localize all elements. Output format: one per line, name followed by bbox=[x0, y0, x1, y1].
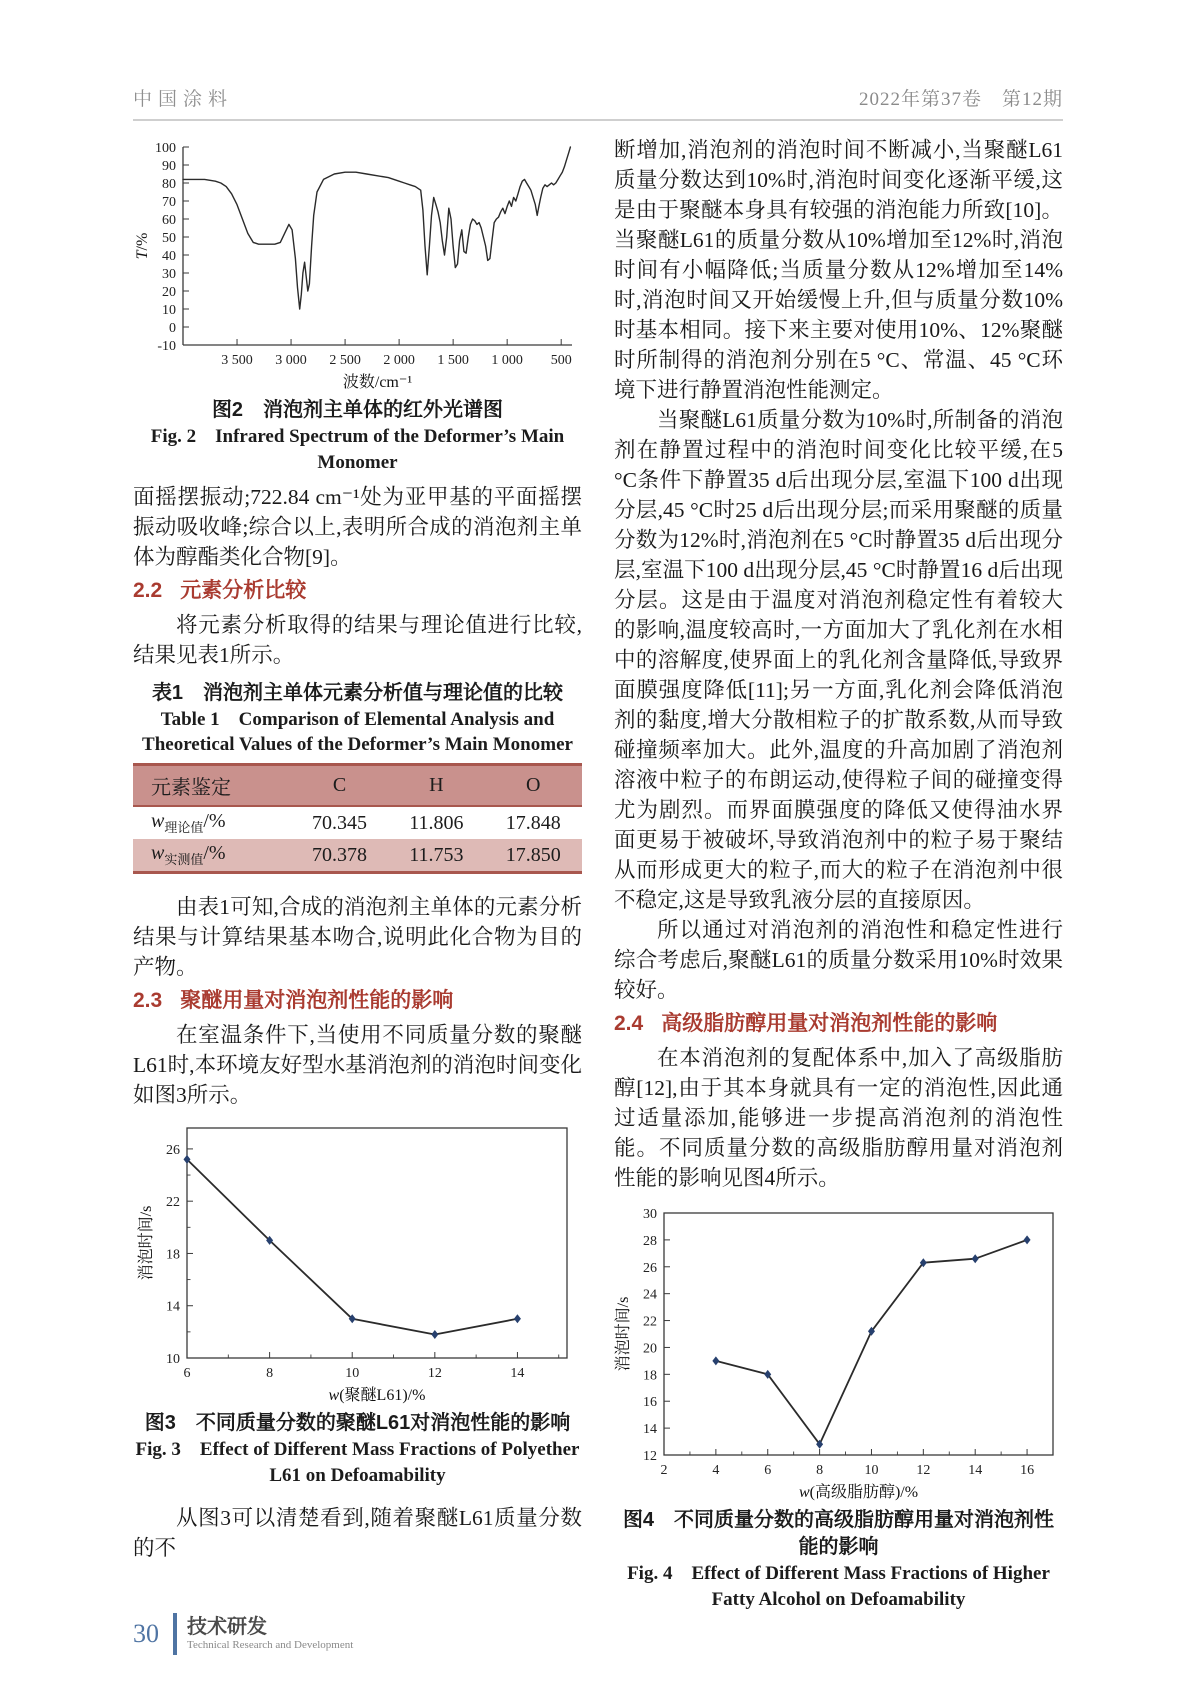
section-title: 元素分析比较 bbox=[180, 579, 307, 602]
section-title: 聚醚用量对消泡剂性能的影响 bbox=[180, 989, 454, 1012]
fig3-polyether-chart bbox=[137, 1120, 577, 1408]
svg-text:10: 10 bbox=[166, 1352, 180, 1367]
issue-info: 2022年第37卷 第12期 bbox=[858, 89, 1063, 110]
table1-title-en: Table 1 Comparison of Elemental Analysis and Theoretical Values of the Deformer’s Main Monomer bbox=[142, 709, 573, 755]
svg-text:12: 12 bbox=[916, 1463, 931, 1478]
svg-text:60: 60 bbox=[162, 213, 176, 228]
svg-text:22: 22 bbox=[643, 1314, 657, 1330]
cell-value: 17.848 bbox=[505, 811, 561, 834]
svg-text:8: 8 bbox=[816, 1463, 824, 1478]
two-column-body bbox=[133, 135, 1063, 1613]
svg-text:70: 70 bbox=[162, 195, 176, 210]
subscript: 实测值 bbox=[164, 852, 204, 867]
svg-text:24: 24 bbox=[643, 1287, 657, 1303]
svg-text:8: 8 bbox=[266, 1366, 274, 1381]
svg-text:500: 500 bbox=[550, 353, 572, 368]
svg-text:10: 10 bbox=[864, 1463, 879, 1478]
journal-name: 中国涂料 bbox=[133, 89, 234, 110]
svg-text:30: 30 bbox=[162, 267, 176, 282]
svg-text:26: 26 bbox=[643, 1260, 657, 1276]
svg-text:26: 26 bbox=[166, 1142, 180, 1158]
svg-text:消泡时间/s: 消泡时间/s bbox=[138, 1205, 155, 1281]
svg-text:14: 14 bbox=[968, 1463, 983, 1478]
svg-text:20: 20 bbox=[162, 285, 176, 300]
row-label bbox=[133, 806, 291, 839]
svg-text:18: 18 bbox=[166, 1247, 180, 1263]
svg-text:12: 12 bbox=[427, 1366, 442, 1381]
svg-text:波数/cm⁻¹: 波数/cm⁻¹ bbox=[342, 374, 413, 391]
page-number: 30 bbox=[133, 1619, 159, 1648]
cell-value: 70.345 bbox=[311, 811, 367, 834]
svg-text:90: 90 bbox=[162, 159, 176, 174]
paragraph: 面摇摆振动;722.84 cm⁻¹处为亚甲基的平面摇摆振动吸收峰;综合以上,表明所合成的消泡剂主单体为醇酯类化合物[9]。 bbox=[133, 485, 582, 569]
table-row bbox=[133, 839, 582, 873]
svg-text:30: 30 bbox=[643, 1207, 657, 1222]
footer-section-en: Technical Research and Development bbox=[187, 1639, 354, 1651]
column-header: O bbox=[526, 774, 541, 796]
fig3-caption-en: Fig. 3 Effect of Different Mass Fractions of Polyether L61 on Defoamability bbox=[135, 1439, 580, 1486]
svg-text:16: 16 bbox=[643, 1395, 657, 1411]
paragraph: 在本消泡剂的复配体系中,加入了高级脂肪醇[12],由于其本身就具有一定的消泡性,因此通过适量添加,能够进一步提高消泡剂的消泡性能。不同质量分数的高级脂肪醇用量对消泡剂性能的影响见图4所示。 bbox=[614, 1046, 1063, 1190]
svg-text:2 500: 2 500 bbox=[329, 353, 361, 368]
paragraph: 由表1可知,合成的消泡剂主单体的元素分析结果与计算结果基本吻合,说明此化合物为目的产物。 bbox=[133, 895, 582, 979]
svg-text:w(高级脂肪醇)/%: w(高级脂肪醇)/% bbox=[798, 1484, 919, 1501]
svg-text:16: 16 bbox=[1020, 1463, 1035, 1478]
svg-text:14: 14 bbox=[510, 1366, 525, 1381]
section-heading-2-4 bbox=[614, 1007, 1063, 1041]
section-number: 2.3 bbox=[133, 989, 163, 1012]
svg-text:1 500: 1 500 bbox=[437, 353, 469, 368]
svg-text:50: 50 bbox=[162, 231, 176, 246]
svg-text:20: 20 bbox=[643, 1341, 657, 1357]
svg-text:14: 14 bbox=[643, 1422, 657, 1438]
svg-text:3 000: 3 000 bbox=[275, 353, 307, 368]
svg-text:6: 6 bbox=[183, 1366, 191, 1381]
svg-text:-10: -10 bbox=[157, 339, 176, 354]
paragraph: 在室温条件下,当使用不同质量分数的聚醚L61时,本环境友好型水基消泡剂的消泡时间变化如图3所示。 bbox=[133, 1023, 582, 1107]
svg-text:6: 6 bbox=[764, 1463, 772, 1478]
unit: /% bbox=[203, 842, 226, 864]
svg-text:80: 80 bbox=[162, 177, 176, 192]
svg-text:10: 10 bbox=[345, 1366, 360, 1381]
cell-value: 11.753 bbox=[409, 843, 464, 866]
svg-text:4: 4 bbox=[712, 1463, 720, 1478]
fig4-caption-en: Fig. 4 Effect of Different Mass Fractions of Higher Fatty Alcohol on Defoamability bbox=[627, 1563, 1050, 1610]
svg-text:22: 22 bbox=[166, 1195, 180, 1211]
svg-text:1 000: 1 000 bbox=[491, 353, 523, 368]
svg-text:0: 0 bbox=[169, 321, 176, 336]
svg-text:40: 40 bbox=[162, 249, 176, 264]
cell-value: 17.850 bbox=[505, 843, 561, 866]
footer-divider-bar bbox=[173, 1613, 177, 1655]
symbol-w: w bbox=[151, 842, 165, 864]
paragraph: 所以通过对消泡剂的消泡性和稳定性进行综合考虑后,聚醚L61的质量分数采用10%时效果较好。 bbox=[614, 918, 1063, 1002]
svg-text:3 500: 3 500 bbox=[221, 353, 253, 368]
row-label bbox=[133, 839, 291, 873]
paragraph: 断增加,消泡剂的消泡时间不断减小,当聚醚L61质量分数达到10%时,消泡时间变化逐渐平缓,这是由于聚醚本身具有较强的消泡能力所致[10]。当聚醚L61的质量分数从10%增加至12%时,消泡时间有小幅降低;当质量分数从12%增加至14%时,消泡时间又开始缓慢上升,但与质量分数10%时基本相同。接下来主要对使用10%、12%聚醚时所制得的消泡剂分别在5 °C、常温、45 °C环境下进行静置消泡性能测定。 bbox=[614, 138, 1063, 402]
page-footer bbox=[133, 1613, 1063, 1701]
column-header: C bbox=[332, 774, 347, 796]
fig4-fatty-alcohol-chart bbox=[614, 1205, 1063, 1505]
section-heading-2-3 bbox=[133, 984, 582, 1018]
cell-value: 11.806 bbox=[409, 811, 464, 834]
right-column bbox=[614, 135, 1063, 1613]
table1-elemental-analysis bbox=[133, 763, 582, 874]
svg-text:2: 2 bbox=[660, 1463, 668, 1478]
fig2-caption-en: Fig. 2 Infrared Spectrum of the Deformer’s Main Monomer bbox=[150, 426, 565, 473]
section-number: 2.4 bbox=[614, 1012, 644, 1035]
svg-text:12: 12 bbox=[643, 1449, 657, 1464]
symbol-w: w bbox=[151, 810, 165, 832]
left-column bbox=[133, 135, 582, 1613]
svg-text:w(聚醚L61)/%: w(聚醚L61)/% bbox=[328, 1387, 426, 1404]
svg-text:14: 14 bbox=[166, 1299, 180, 1315]
paragraph: 从图3可以清楚看到,随着聚醚L61质量分数的不 bbox=[133, 1506, 582, 1560]
table1-title-cn: 表1 消泡剂主单体元素分析值与理论值的比较 bbox=[151, 682, 564, 704]
unit: /% bbox=[203, 810, 226, 832]
footer-section-cn: 技术研发 bbox=[187, 1616, 267, 1638]
paragraph: 当聚醚L61质量分数为10%时,所制备的消泡剂在静置过程中的消泡时间变化比较平缓,在5 °C条件下静置35 d后出现分层,室温下100 d出现分层,45 °C时25 d后出现分层;而采用聚醚的质量分数为12%时,消泡剂在5 °C时静置35 d后出现分层,室温下100 d出现分层,45 °C时静置16 d后出现分层。这是由于温度对消泡剂稳定性有着较大的影响,温度较高时,一方面加大了乳化剂在水相中的溶解度,使界面上的乳化剂含量降低,导致界面膜强度降低[11];另一方面,乳化剂会降低消泡剂的黏度,增大分散相粒子的扩散系数,从而导致碰撞频率加大。此外,温度的升高加剧了消泡剂溶液中粒子的布朗运动,使得粒子间的碰撞变得尤为剧烈。而界面膜强度的降低又使得油水界面更易于被破坏,导致消泡剂中的粒子易于聚结从而形成更大的粒子,而大的粒子在消泡剂中很不稳定,这是导致乳液分层的直接原因。 bbox=[614, 408, 1063, 912]
svg-text:10: 10 bbox=[162, 303, 176, 318]
svg-text:T/%: T/% bbox=[134, 232, 151, 260]
section-number: 2.2 bbox=[133, 579, 163, 602]
fig4-caption-cn: 图4 不同质量分数的高级脂肪醇用量对消泡剂性能的影响 bbox=[622, 1509, 1055, 1558]
subscript: 理论值 bbox=[164, 820, 204, 835]
section-heading-2-2 bbox=[133, 574, 582, 608]
column-header: H bbox=[429, 774, 444, 796]
svg-text:消泡时间/s: 消泡时间/s bbox=[615, 1296, 632, 1372]
page-header bbox=[133, 0, 1063, 121]
svg-text:28: 28 bbox=[643, 1233, 657, 1249]
fig2-ir-spectrum-chart bbox=[133, 139, 582, 395]
table-header-row bbox=[133, 765, 582, 807]
cell-value: 70.378 bbox=[311, 843, 367, 866]
svg-text:18: 18 bbox=[643, 1368, 657, 1384]
column-header: 元素鉴定 bbox=[151, 777, 231, 799]
section-title: 高级脂肪醇用量对消泡剂性能的影响 bbox=[661, 1012, 998, 1035]
fig3-caption-cn: 图3 不同质量分数的聚醚L61对消泡性能的影响 bbox=[144, 1412, 571, 1434]
svg-text:100: 100 bbox=[155, 141, 176, 156]
table-row bbox=[133, 806, 582, 839]
fig2-caption-cn: 图2 消泡剂主单体的红外光谱图 bbox=[211, 399, 504, 421]
svg-text:2 000: 2 000 bbox=[383, 353, 415, 368]
paragraph: 将元素分析取得的结果与理论值进行比较,结果见表1所示。 bbox=[133, 613, 582, 667]
